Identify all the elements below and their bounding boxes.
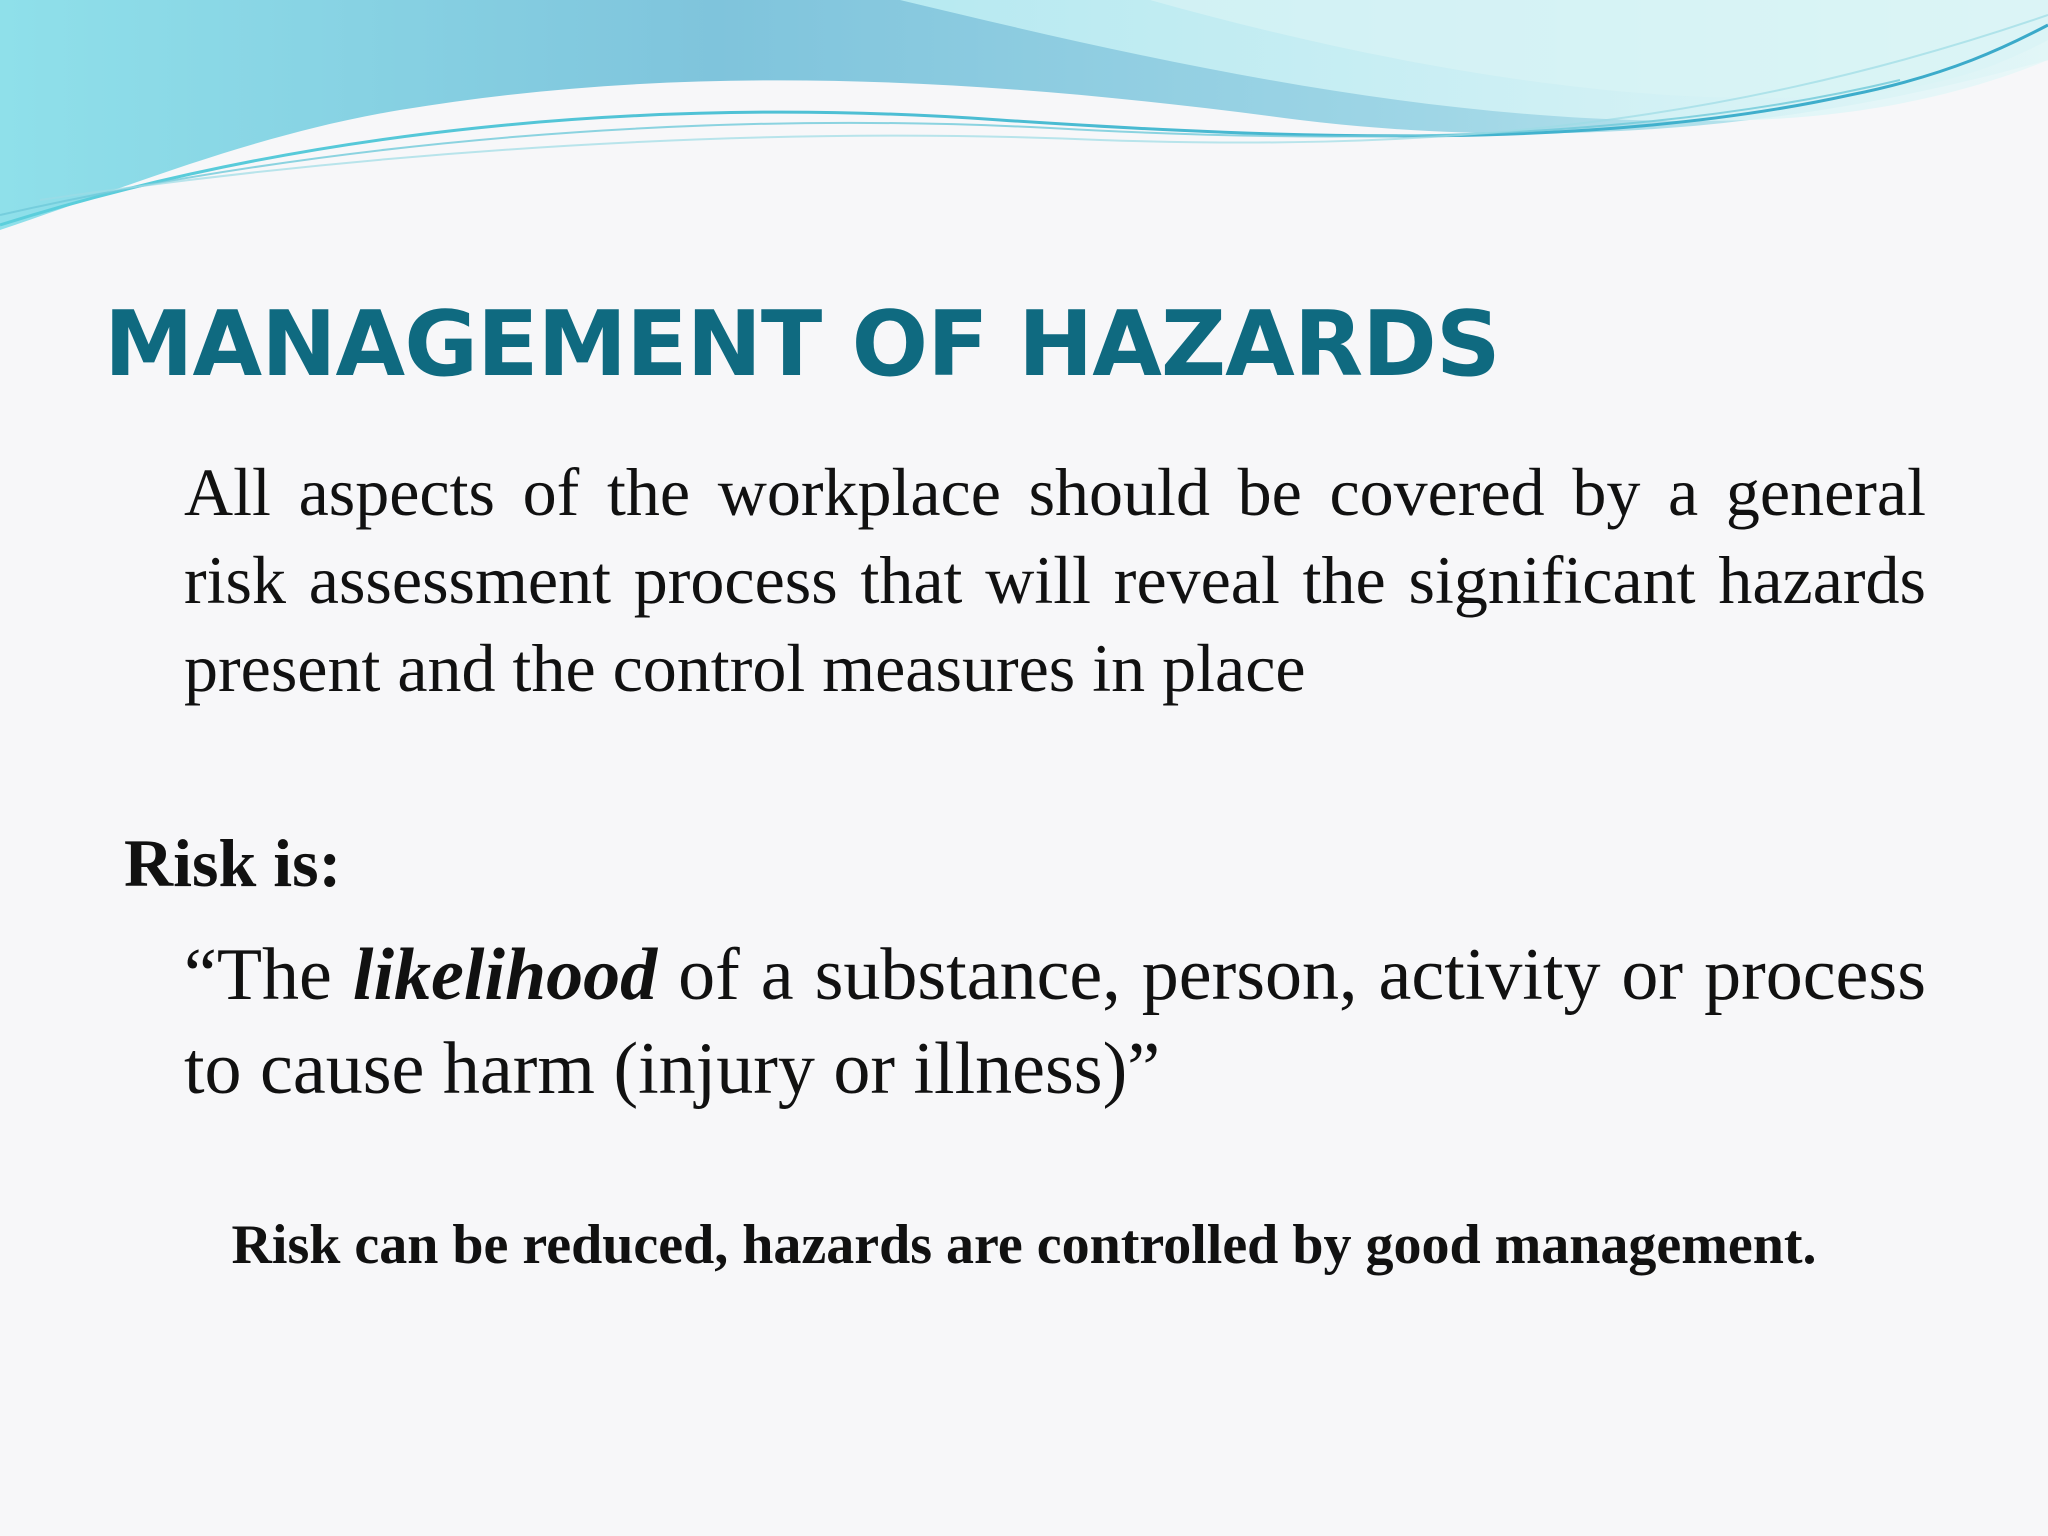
quote-open: “The: [184, 934, 353, 1016]
slide-title: MANAGEMENT OF HAZARDS: [104, 292, 1500, 397]
risk-label: Risk is:: [124, 825, 342, 901]
quote-emphasis: likelihood: [352, 934, 658, 1016]
body-paragraph: All aspects of the workplace should be covered by a general risk assessment process that will reveal the significant hazards present and the control measures in place: [184, 454, 1926, 706]
summary-statement: Risk can be reduced, hazards are controlled by good management.: [231, 1214, 1817, 1276]
risk-definition-quote: [184, 928, 1926, 1116]
wave-banner-graphic: [0, 0, 2048, 260]
quote-rest: of a substance, person, activity or process to cause harm (injury or illness)”: [184, 934, 1926, 1110]
